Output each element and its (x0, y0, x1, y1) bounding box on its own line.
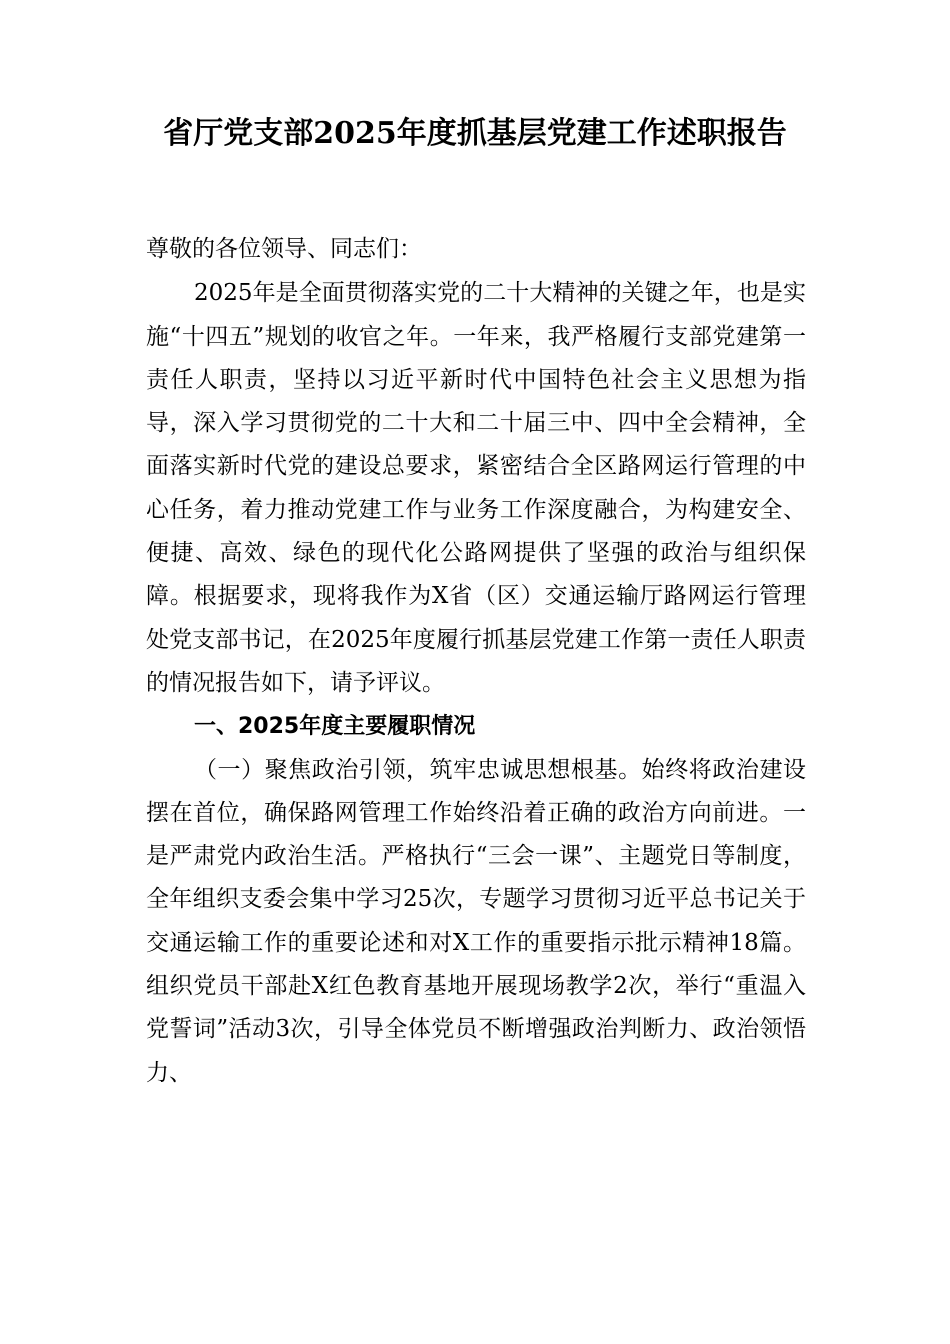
subsection-heading: （一）聚焦政治引领，筑牢忠诚思想根基。 (194, 756, 642, 783)
document-title: 省厅党支部2025年度抓基层党建工作述职报告 (163, 116, 787, 151)
subsection-text: 始终将政治建设摆在首位，确保路网管理工作始终沿着正确的政治方向前进。一是严肃党内政治生活。严格执行“三会一课”、主题党日等制度，全年组织支委会集中学习25次，专题学习贯彻习近平总书记关于交通运输工作的重要论述和对X工作的重要指示批示精神18篇。组织党员干部赴X红色教育基地开展现场教学2次，举行“重温入党誓词”活动3次，引导全体党员不断增强政治判断力、政治领悟力、 (146, 756, 807, 1086)
section-heading: 一、2025年度主要履职情况 (194, 714, 476, 740)
subsection-paragraph (146, 749, 806, 1095)
greeting-line: 尊敬的各位领导、同志们： (146, 236, 422, 262)
document-body (146, 228, 806, 1095)
intro-paragraph: 2025年是全面贯彻落实党的二十大精神的关键之年，也是实施“十四五”规划的收官之年。一年来，我严格履行支部党建第一责任人职责，坚持以习近平新时代中国特色社会主义思想为指导，深入学习贯彻党的二十大和二十届三中、四中全会精神，全面落实新时代党的建设总要求，紧密结合全区路网运行管理的中心任务，着力推动党建工作与业务工作深度融合，为构建安全、便捷、高效、绿色的现代化公路网提供了坚强的政治与组织保障。根据要求，现将我作为X省（区）交通运输厅路网运行管理处党支部书记，在2025年度履行抓基层党建工作第一责任人职责的情况报告如下，请予评议。 (146, 280, 806, 696)
